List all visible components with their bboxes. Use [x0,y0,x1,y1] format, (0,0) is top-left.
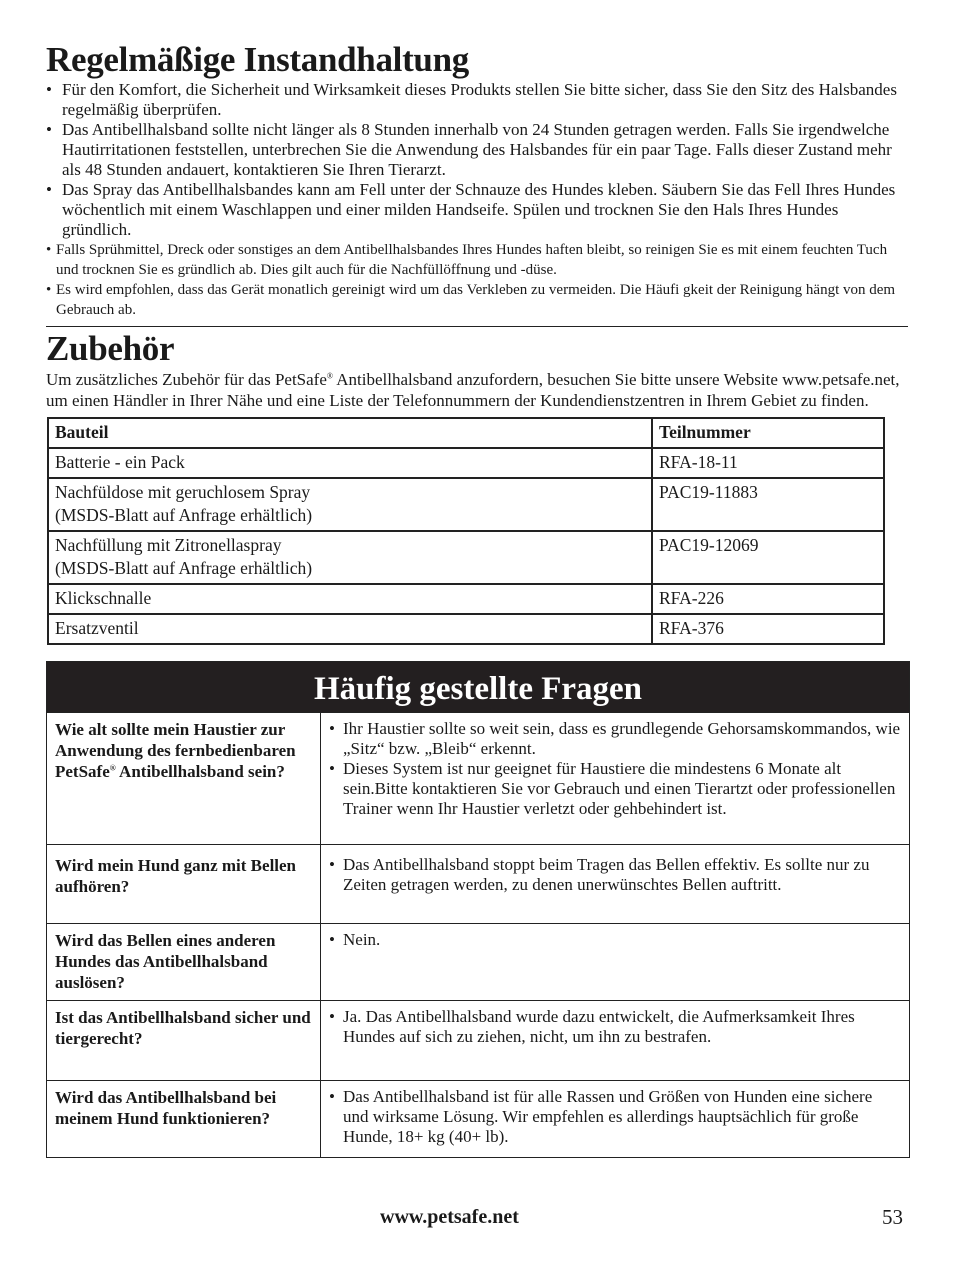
faq-title: Häufig gestellte Fragen [47,662,909,712]
page-content [46,40,908,1158]
answer-item: • Ja. Das Antibellhalsband wurde dazu entwickelt, die Aufmerksamkeit Ihres Hundes auf sich zu ziehen, nicht, um ihn zu bestrafen. [329,1007,901,1047]
faq-answer [321,713,909,844]
section-divider [46,326,908,327]
answer-item: • Das Antibellhalsband stoppt beim Tragen das Bellen effektiv. Es sollte nur zu Zeiten getragen werden, zu denen unerwünschtes Bellen auftritt. [329,855,901,895]
faq-answer [321,845,909,923]
part-name: Nachfüllung mit Zitronellaspray [55,535,282,555]
page-number: 53 [882,1205,903,1229]
answer-item: • Ihr Haustier sollte so weit sein, dass es grundlegende Gehorsamskommandos, wie „Sitz“ bzw. „Bleib“ erkennt. [329,719,901,759]
registered-mark: ® [326,371,333,381]
question-text: Wie alt sollte mein Haustier zur Anwendung des fernbedienbaren PetSafe [55,720,296,781]
intro-text: Um zusätzliches Zubehör für das PetSafe [46,370,327,389]
table-header-row [48,418,884,448]
list-item: • Das Spray das Antibellhalsbandes kann am Fell unter der Schnauze des Hundes kleben. Säubern Sie das Fell Ihres Hundes wöchentlich mit einem Waschlappen und einer milden Handseife. Spülen und trocknen Sie den Hals Ihres Hundes gründlich. [46,180,908,240]
registered-mark: ® [109,763,116,773]
parts-table [47,417,885,645]
faq-row [47,712,909,844]
faq-row [47,844,909,923]
answer-item: • Dieses System ist nur geeignet für Haustiere die mindestens 6 Monate alt sein.Bitte kontaktieren Sie vor Gebrauch und einen Tierartzt oder professionellen Trainer wenn Ihr Haustier verletzt oder gehbehindert ist. [329,759,901,819]
footer-website-link[interactable]: www.petsafe.net [380,1206,519,1228]
part-cell [48,614,652,644]
list-item: • Es wird empfohlen, dass das Gerät monatlich gereinigt wird um das Verkleben zu vermeiden. Die Häufi gkeit der Reinigung hängt von dem Gebrauch ab. [46,280,908,320]
faq-row [47,923,909,1000]
part-cell [48,478,652,531]
column-header-part: Bauteil [48,418,652,448]
part-number-cell: RFA-226 [652,584,884,614]
part-cell [48,448,652,478]
faq-answer [321,924,909,1000]
intro-text: Antibellhalsband anzufordern, besuchen Sie bitte unsere Website www.petsafe.net, um einen Händler in Ihrer Nähe und eine Liste der Telefonnummern der Kundendienstzentren in Ihrem Gebiet zu finden. [46,370,900,410]
maintenance-list [46,80,908,320]
faq-question: Wird das Antibellhalsband bei meinem Hund funktionieren? [47,1081,321,1157]
table-row [48,448,884,478]
faq-question: Wird das Bellen eines anderen Hundes das Antibellhalsband auslösen? [47,924,321,1000]
part-number-cell: PAC19-12069 [652,531,884,584]
faq-question [47,713,321,844]
part-number-cell: RFA-376 [652,614,884,644]
table-row [48,478,884,531]
part-cell [48,531,652,584]
table-row [48,531,884,584]
faq-question: Ist das Antibellhalsband sicher und tiergerecht? [47,1001,321,1080]
faq-row [47,1080,909,1157]
part-cell [48,584,652,614]
column-header-number: Teilnummer [652,418,884,448]
faq-box [46,661,910,1158]
part-name: Ersatzventil [55,618,139,638]
faq-answer [321,1001,909,1080]
part-name: Klickschnalle [55,588,152,608]
question-text: Antibellhalsband sein? [115,762,285,781]
list-item: • Für den Komfort, die Sicherheit und Wirksamkeit dieses Produkts stellen Sie bitte sicher, dass Sie den Sitz des Halsbandes regelmäßig überprüfen. [46,80,908,120]
part-number-cell: PAC19-11883 [652,478,884,531]
accessories-title: Zubehör [46,329,175,368]
accessories-intro [46,369,908,411]
faq-answer [321,1081,909,1157]
part-number-cell: RFA-18-11 [652,448,884,478]
answer-item: • Das Antibellhalsband ist für alle Rassen und Größen von Hunden eine sichere und wirksame Lösung. Wir empfehlen es allerdings hauptsächlich für große Hunde, 18+ kg (40+ lb). [329,1087,901,1147]
answer-item: • Nein. [329,930,901,950]
part-name: Nachfüldose mit geruchlosem Spray [55,482,311,502]
table-row [48,614,884,644]
list-item: • Das Antibellhalsband sollte nicht länger als 8 Stunden innerhalb von 24 Stunden getragen werden. Falls Sie irgendwelche Hautirritationen feststellen, unterbrechen Sie die Anwendung des Halsbandes für ein paar Tage. Falls dieser Zustand mehr als 48 Stunden andauert, kontaktieren Sie Ihren Tierarzt. [46,120,908,180]
list-item: • Falls Sprühmittel, Dreck oder sonstiges an dem Antibellhalsbandes Ihres Hundes haften bleibt, so reinigen Sie es mit einem feuchten Tuch und trocknen Sie es gründlich ab. Dies gilt auch für die Nachfüllöffnung und -düse. [46,240,908,280]
maintenance-title: Regelmäßige Instandhaltung [46,40,469,79]
faq-row [47,1000,909,1080]
faq-question: Wird mein Hund ganz mit Bellen aufhören? [47,845,321,923]
table-row [48,584,884,614]
part-note: (MSDS-Blatt auf Anfrage erhältlich) [55,505,313,525]
part-name: Batterie - ein Pack [55,452,185,472]
part-note: (MSDS-Blatt auf Anfrage erhältlich) [55,558,313,578]
